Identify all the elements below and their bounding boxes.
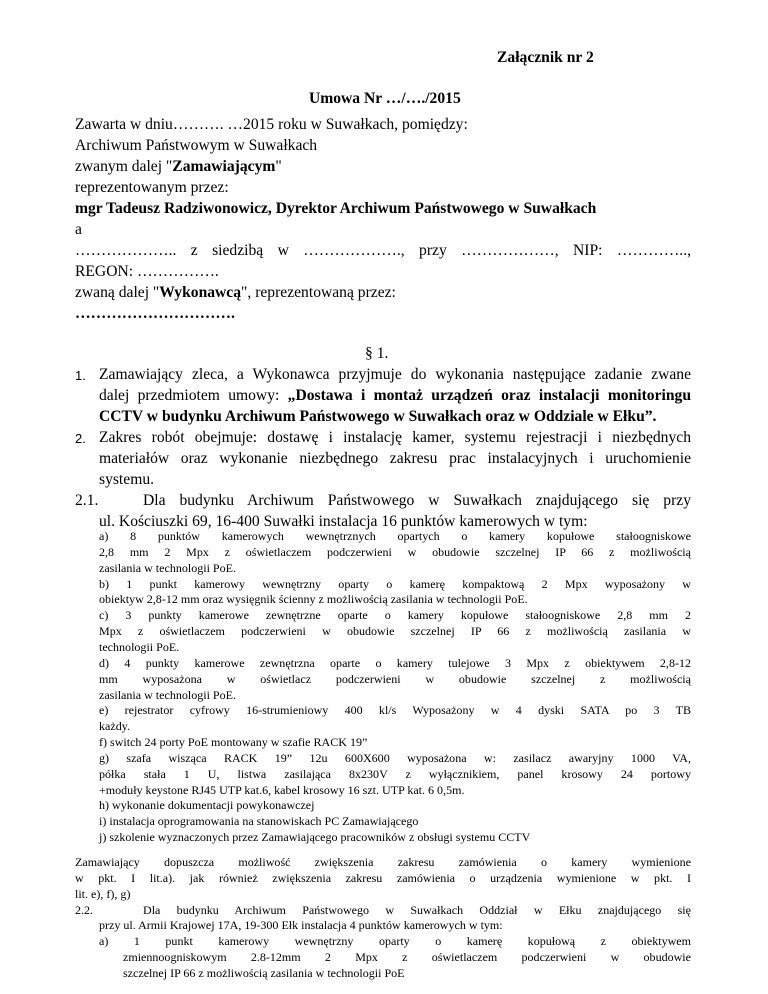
option-line-3: lit. e), f), g): [75, 886, 131, 901]
list-item-j: j) szkolenie wyznaczonych przez Zamawiającego pracowników z obsługi systemu CCTV: [99, 830, 531, 845]
intro-line: Zawarta w dniu………. …2015 roku w Suwałkach, pomiędzy:: [75, 116, 468, 133]
list-item-b-line-2: obiektyw 2,8-12 mm oraz wysięgnik ścienny z możliwością zasilania w technologii PoE.: [99, 592, 528, 607]
subsection-2-2-number: 2.2.: [75, 902, 94, 917]
employer-representative: mgr Tadeusz Radziwonowicz, Dyrektor Archiwum Państwowego w Suwałkach: [75, 200, 597, 217]
list-item-c-line-1: c) 3 punkty kamerowe zewnętrzne oparte o kamery kopułowe stałoogniskowe 2,8 mm 2: [99, 608, 691, 623]
list-item-e-line-1: e) rejestrator cyfrowy 16-strumieniowy 400 kl/s Wyposażony w 4 dyski SATA po 3 TB: [99, 703, 691, 718]
list-item-a-line-2: 2,8 mm 2 Mpx z oświetlaczem podczerwieni w obudowie szczelnej IP 66 z możliwością: [99, 544, 691, 559]
list-item-f: f) switch 24 porty PoE montowany w szafie RACK 19”: [99, 735, 368, 750]
contract-title: Umowa Nr …/…./2015: [309, 90, 461, 107]
alias-prefix: zwaną dalej ": [75, 284, 160, 301]
item-1-subject: „Dostawa i montaż urządzeń oraz instalacji monitoringu: [287, 387, 691, 404]
elk-item-a-line-1: a) 1 punkt kamerowy wewnętrzny oparty o kamerę kopułową z obiektywem: [99, 934, 691, 949]
section-symbol: § 1.: [365, 345, 389, 362]
represented-by: reprezentowanym przez:: [75, 179, 229, 196]
list-item-c-line-2: Mpx z oświetlaczem podczerwieni w obudowie szczelnej IP 66 z możliwością zasilania w: [99, 624, 691, 639]
list-item-i: i) instalacja oprogramowania na stanowiskach PC Zamawiającego: [99, 814, 419, 829]
subsection-2-1-line-2: ul. Kościuszki 69, 16-400 Suwałki instalacja 16 punktów kamerowych w tym:: [99, 513, 588, 530]
subsection-2-2-line-1: Dla budynku Archiwum Państwowego w Suwałkach Oddział w Ełku znajdującego się: [143, 902, 691, 917]
list-item-c-line-3: technologii PoE.: [99, 639, 180, 654]
item-1-number: 1.: [75, 368, 86, 383]
subsection-2-2-line-2: przy ul. Armii Krajowej 17A, 19-300 Ełk instalacja 4 punktów kamerowych w tym:: [99, 918, 503, 933]
alias-prefix: zwanym dalej ": [75, 158, 173, 175]
regon-line: REGON: …………….: [75, 263, 219, 280]
list-item-g-line-2: półka stała 1 U, listwa zasilająca 8x230V z wyłącznikiem, panel krosowy 24 portowy: [99, 766, 691, 781]
list-item-g-line-1: g) szafa wisząca RACK 19” 12u 600X600 wyposażona w: zasilacz awaryjny 1000 VA,: [99, 750, 691, 765]
contractor-line: ……………….. z siedzibą w ………………., przy ………………, NIP: …………..,: [75, 242, 691, 259]
list-item-b-line-1: b) 1 punkt kamerowy wewnętrzny oparty o kamerę kompaktową 2 Mpx wyposażony w: [99, 576, 691, 591]
list-item-e-line-2: każdy.: [99, 719, 130, 734]
option-line-2: w pkt. I lit.a). jak również zwiększenia zakresu zamówienia o urządzenia wymienione w pkt. I: [75, 870, 691, 885]
employer-alias-line: [75, 156, 282, 177]
list-item-d-line-1: d) 4 punkty kamerowe zewnętrzna oparte o kamery tulejowe 3 Mpx z obiektywem 2,8-12: [99, 655, 691, 670]
employer-name: Archiwum Państwowym w Suwałkach: [75, 137, 318, 154]
subsection-2-1-number: 2.1.: [75, 492, 99, 509]
elk-item-a-line-3: szczelnej IP 66 z możliwością zasilania w technologii PoE: [123, 966, 405, 980]
attachment-label: Załącznik nr 2: [497, 49, 594, 66]
and-word: a: [75, 221, 82, 238]
item-1-prefix: dalej przedmiotem umowy:: [99, 387, 288, 404]
list-item-h: h) wykonanie dokumentacji powykonawczej: [99, 798, 315, 813]
item-2-line-3: systemu.: [99, 471, 155, 488]
elk-item-a-line-2: zmiennoogniskowym 2.8-12mm 2 Mpx z oświetlaczem podczerwieni w obudowie: [123, 950, 691, 965]
list-item-g-line-3: +moduły keystone RJ45 UTP kat.6, kabel krosowy 16 szt. UTP kat. 6 0,5m.: [99, 782, 465, 797]
list-item-d-line-3: zasilania w technologii PoE.: [99, 687, 236, 702]
item-1-line-2: [99, 385, 691, 406]
item-2-line-1: Zakres robót obejmuje: dostawę i instalację kamer, systemu rejestracji i niezbędnych: [99, 429, 691, 446]
item-2-line-2: materiałów oraz wykonanie niezbędnego zakresu prac instalacyjnych i uruchomienie: [99, 450, 691, 467]
list-item-a-line-1: a) 8 punktów kamerowych wewnętrznych opartych o kamery kopułowe stałoogniskowe: [99, 529, 691, 544]
subsection-2-1-line-1: Dla budynku Archiwum Państwowego w Suwałkach znajdującego się przy: [143, 492, 691, 509]
contractor-alias-line: [75, 282, 396, 303]
employer-alias: Zamawiającym: [172, 158, 276, 175]
alias-suffix: ", reprezentowaną przez:: [241, 284, 396, 301]
list-item-d-line-2: mm wyposażona w oświetlacz podczerwieni w obudowie szczelnej z możliwością: [99, 671, 691, 686]
contractor-representative: ………………………….: [75, 305, 235, 322]
contractor-alias: Wykonawcą: [159, 284, 242, 301]
list-item-a-line-3: zasilania w technologii PoE.: [99, 560, 236, 575]
item-2-number: 2.: [75, 431, 86, 446]
alias-suffix: ": [275, 158, 282, 175]
item-1-line-1: Zamawiający zleca, a Wykonawca przyjmuje do wykonania następujące zadanie zwane: [99, 366, 691, 383]
item-1-line-3: CCTV w budynku Archiwum Państwowego w Suwałkach oraz w Oddziale w Ełku”.: [99, 408, 657, 425]
option-line-1: Zamawiający dopuszcza możliwość zwiększenia zakresu zamówienia o kamery wymienione: [75, 855, 691, 870]
